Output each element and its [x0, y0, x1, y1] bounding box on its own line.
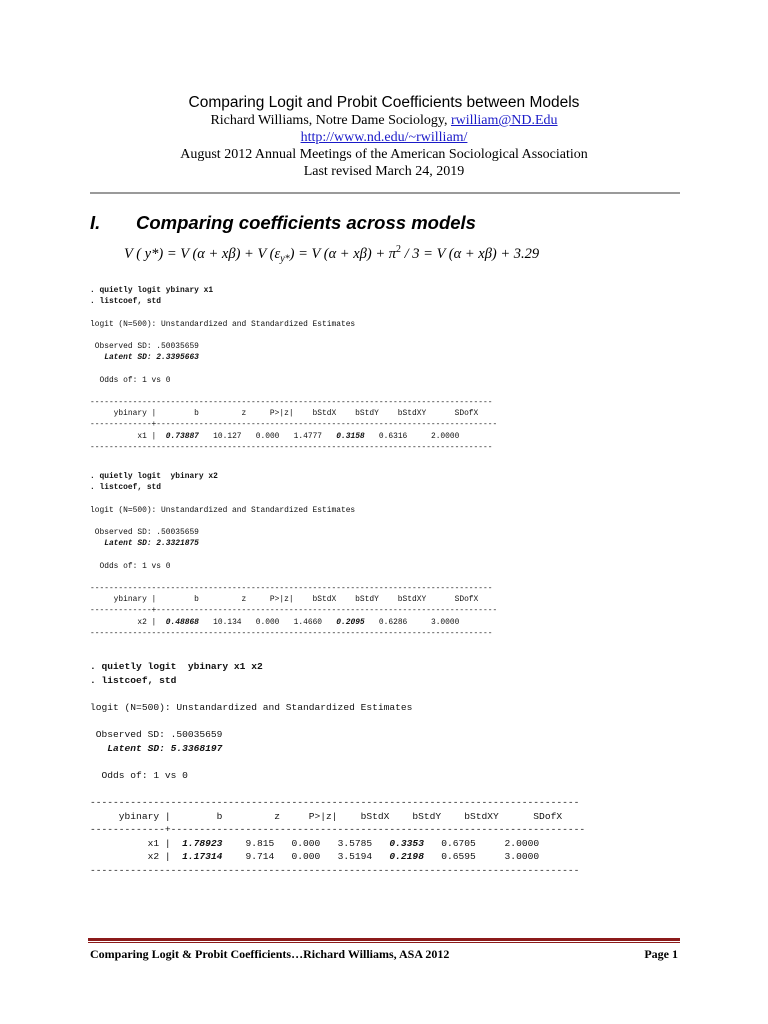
meeting-line: August 2012 Annual Meetings of the American Sociological Association — [180, 147, 588, 162]
estimates-heading: logit (N=500): Unstandardized and Standardized Estimates — [90, 505, 356, 515]
author-text: Richard Williams, Notre Dame Sociology, — [210, 113, 451, 128]
observed-sd: Observed SD: .50035659 — [90, 342, 199, 352]
table-rule: ------------------------------------------------------------------------------------- — [90, 442, 493, 452]
coef-bstdy: 0.2198 — [389, 851, 424, 863]
row-mid: 10.127 0.000 1.4777 — [198, 431, 337, 441]
latent-sd-value: 2.3395663 — [156, 353, 199, 363]
row-post: 0.6286 3.0000 — [364, 617, 460, 627]
table-header-row: ybinary | b z P>|z| bStdX bStdY bStdXY SDofX — [90, 409, 479, 419]
coef-b: 1.17314 — [182, 851, 223, 863]
latent-sd-value: 5.3368197 — [170, 742, 223, 754]
header-divider — [90, 192, 680, 194]
latent-sd-label: Latent SD: — [90, 539, 157, 549]
section-number: I. — [90, 212, 101, 233]
revised-line: Last revised March 24, 2019 — [303, 164, 465, 179]
command-line: . quietly logit ybinary x1 — [90, 286, 214, 295]
author-line — [0, 112, 768, 129]
observed-sd: Observed SD: .50035659 — [90, 728, 223, 740]
stata-output-block-3 — [90, 660, 585, 878]
table-rule: ------------------------------------------------------------------------------------- — [90, 584, 493, 594]
latent-sd-label: Latent SD: — [90, 742, 171, 754]
table-rule: ------------------------------------------------------------------------------------- — [90, 796, 580, 808]
footer-rule — [88, 938, 680, 941]
document-title: Comparing Logit and Probit Coefficients between Models — [188, 94, 580, 111]
document-header — [0, 94, 768, 180]
equation-part-2: ) = V (α + xβ) + π — [289, 245, 396, 262]
row-label: x2 | — [90, 851, 183, 863]
email-link[interactable]: rwilliam@ND.Edu — [450, 113, 558, 128]
page-number: Page 1 — [644, 947, 678, 961]
table-separator: -------------+------------------------------------------------------------------------ — [90, 606, 498, 616]
row-mid: 9.714 0.000 3.5194 — [222, 851, 390, 863]
row-label: x1 | — [90, 837, 183, 849]
variance-equation — [124, 244, 539, 265]
command-line: . quietly logit ybinary x1 x2 — [90, 661, 263, 672]
command-line: . listcoef, std — [90, 297, 162, 307]
row-label: x1 | — [90, 431, 166, 441]
equation-part-1: V ( y*) = V (α + xβ) + V (ε — [124, 245, 281, 262]
equation-superscript: 2 — [396, 244, 401, 255]
footer-rule-thin — [88, 942, 680, 943]
odds-line: Odds of: 1 vs 0 — [90, 561, 171, 571]
homepage-link[interactable]: http://www.nd.edu/~rwilliam/ — [300, 130, 468, 145]
coef-bstdy: 0.2095 — [336, 617, 365, 627]
odds-line: Odds of: 1 vs 0 — [90, 375, 171, 385]
row-post: 0.6595 3.0000 — [423, 851, 540, 863]
latent-sd-value: 2.3321875 — [156, 539, 199, 549]
equation-subscript: y* — [280, 253, 290, 265]
table-row — [90, 618, 459, 627]
observed-sd: Observed SD: .50035659 — [90, 528, 199, 538]
equation-part-3: / 3 = V (α + xβ) + 3.29 — [401, 245, 540, 262]
row-label: x2 | — [90, 617, 166, 627]
latent-sd-label: Latent SD: — [90, 353, 157, 363]
table-separator: -------------+------------------------------------------------------------------------ — [90, 824, 586, 836]
table-row — [90, 838, 539, 849]
command-line: . listcoef, std — [90, 674, 177, 686]
command-line: . quietly logit ybinary x2 — [90, 472, 218, 481]
url-line — [0, 129, 768, 146]
estimates-heading: logit (N=500): Unstandardized and Standardized Estimates — [90, 319, 356, 329]
stata-output-block-1 — [90, 285, 497, 453]
coef-b: 0.73887 — [165, 431, 199, 441]
section-title: Comparing coefficients across models — [136, 212, 476, 233]
footer-title: Comparing Logit & Probit Coefficients…Richard Williams, ASA 2012 — [90, 947, 450, 961]
table-header-row: ybinary | b z P>|z| bStdX bStdY bStdXY SDofX — [90, 810, 563, 822]
row-post: 0.6316 2.0000 — [364, 431, 460, 441]
section-heading — [90, 212, 476, 234]
table-rule: ------------------------------------------------------------------------------------- — [90, 398, 493, 408]
command-line: . listcoef, std — [90, 483, 162, 493]
row-mid: 9.815 0.000 3.5785 — [222, 837, 390, 849]
table-separator: -------------+------------------------------------------------------------------------ — [90, 420, 498, 430]
estimates-heading: logit (N=500): Unstandardized and Standardized Estimates — [90, 701, 413, 713]
coef-bstdy: 0.3353 — [389, 837, 424, 849]
table-rule: ------------------------------------------------------------------------------------- — [90, 864, 580, 876]
row-post: 0.6705 2.0000 — [423, 837, 540, 849]
stata-output-block-2 — [90, 471, 497, 639]
coef-bstdy: 0.3158 — [336, 431, 365, 441]
coef-b: 1.78923 — [182, 837, 223, 849]
table-row — [90, 432, 459, 441]
table-rule: ------------------------------------------------------------------------------------- — [90, 628, 493, 638]
odds-line: Odds of: 1 vs 0 — [90, 769, 188, 781]
row-mid: 10.134 0.000 1.4660 — [198, 617, 337, 627]
table-header-row: ybinary | b z P>|z| bStdX bStdY bStdXY SDofX — [90, 595, 479, 605]
table-row — [90, 851, 539, 862]
coef-b: 0.48868 — [165, 617, 199, 627]
